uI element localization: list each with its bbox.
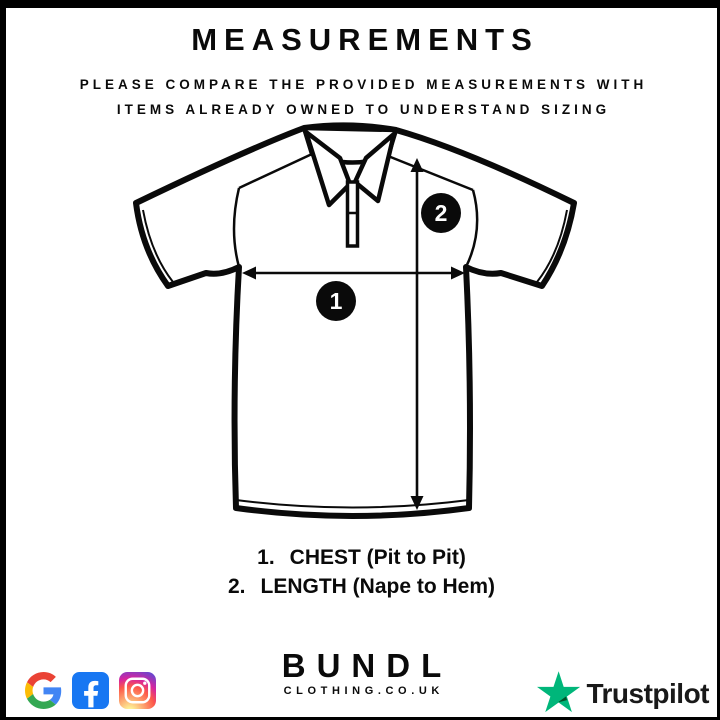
facebook-icon: [72, 672, 109, 709]
marker-2-number: 2: [434, 200, 448, 226]
legend-length-number: 2.: [227, 575, 246, 598]
trustpilot-lockup: [537, 670, 709, 718]
polo-shirt-diagram: [126, 108, 586, 533]
social-icons: [25, 672, 156, 709]
subtitle-line-2: ITEMS ALREADY OWNED TO UNDERSTAND SIZING: [116, 102, 611, 117]
google-icon: [25, 672, 62, 709]
legend-length-label: LENGTH (Nape to Hem): [260, 575, 496, 598]
polo-shirt-drawing: [126, 108, 586, 533]
brand-tagline: CLOTHING.CO.UK: [283, 685, 444, 697]
page-title: MEASUREMENTS: [191, 22, 539, 57]
legend-item-chest: [257, 544, 466, 572]
subtitle-line-1: PLEASE COMPARE THE PROVIDED MEASUREMENTS WITH: [79, 77, 648, 92]
legend-chest-label: CHEST (Pit to Pit): [289, 546, 466, 569]
brand-lockup: [271, 649, 452, 697]
marker-1-number: 1: [329, 288, 343, 314]
legend-chest-number: 1.: [257, 546, 275, 569]
instagram-icon: [119, 672, 156, 709]
marker-2-badge: [421, 193, 461, 233]
marker-1-badge: [316, 281, 356, 321]
measurement-legend: [6, 544, 717, 601]
trustpilot-label: Trustpilot: [586, 678, 709, 709]
legend-item-length: [228, 573, 495, 601]
trustpilot-star-icon: [537, 670, 581, 718]
brand-name: BUNDL: [281, 647, 453, 684]
